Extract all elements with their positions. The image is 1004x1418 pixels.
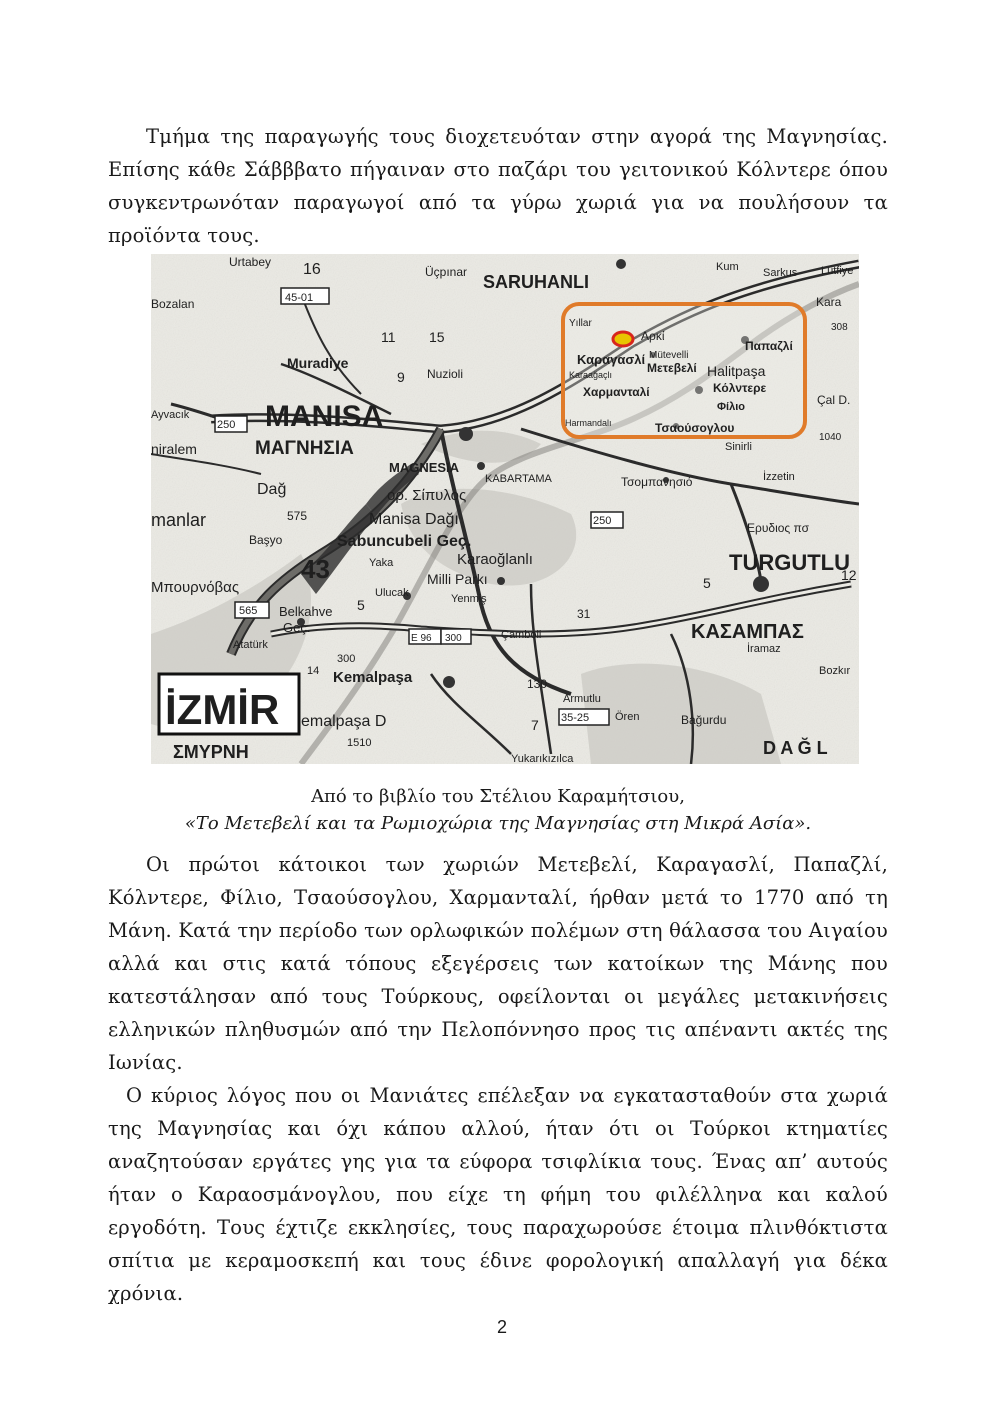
map-label: 5 [703,575,711,591]
map-drawing [151,254,859,764]
map-label: Sabuncubeli Geç. [337,533,472,550]
map-label: Kum [716,261,739,273]
smyrni-label: ΣΜΥΡΝΗ [173,742,249,762]
figure-caption-title: «Το Μετεβελί και τα Ρωμιοχώρια της Μαγνησίας στη Μικρά Ασία». [184,813,812,834]
page-number: 2 [496,1317,507,1337]
map-label: İramaz [747,643,781,655]
map-label: E 96 [411,633,432,644]
map-label: KABARTAMA [485,473,552,485]
map-label: Ören [615,711,640,723]
map-label: Manisa Dağı [369,511,459,528]
map-label: Dağ [257,481,287,498]
map-label: 250 [217,419,236,431]
map-label: MANISA [265,400,384,433]
map-label: Παπαζλί [745,339,793,353]
map-label: 35-25 [561,712,590,724]
map-label: Belkahve [279,604,333,619]
map-label: Başyo [249,533,283,547]
map-label: ΚΑΣΑΜΠΑΣ [691,621,804,643]
map-label: Φίλιο [717,401,745,413]
map-label: D A Ğ L [763,738,828,758]
map-label: Karaağaçlı [569,370,613,380]
map-label: ορ. Σίπυλος [387,487,467,504]
map-label: Armutlu [563,693,601,705]
map-label: Lütfiye [821,265,854,277]
map-label: Sarkus [763,267,798,279]
map-label: 300 [337,653,356,665]
map-label: Halitpaşa [707,363,766,379]
map-label: Κόλντερε [713,381,767,395]
paragraph-1: Τμήμα της παραγωγής τους διοχετευόταν στην αγορά της Μαγνησίας. Επίσης κάθε Σάβββατο πήγαιναν στο παζάρι του γειτονικού Κόλντερε όπου συγκεντρωνόταν παραγωγοί από τα γύρω χωριά για να πουλήσουν τα προϊόντα τους. [108,125,888,247]
map-figure [151,254,859,764]
map-label: Urtabey [229,255,272,269]
map-label: Yaka [369,557,394,569]
map-label: 12 [841,567,857,583]
map-label: 15 [429,329,445,345]
izmir-label: İZMİR [165,686,280,733]
map-label: Sinirli [725,441,752,453]
map-label: Muradiye [287,355,349,371]
map-label: Ulucak [375,587,409,599]
map-label: İzzetin [763,471,795,483]
figure-caption-source: Από το βιβλίο του Στέλιου Καραμήτσιου, [311,786,685,807]
map-label: niralem [151,441,197,457]
map-label: Geç. [283,620,311,635]
map-label: 9 [397,369,405,385]
map-label: 1510 [347,737,372,749]
map-label: Χαρμανταλί [583,385,650,399]
map-label: 250 [593,515,612,527]
map-label: 308 [831,322,848,333]
map-label: Çamboli [501,629,542,641]
map-label: Yıllar [569,318,592,329]
map-label: 5 [357,597,365,613]
map-label: Τσαούσογλου [655,421,735,435]
map-label: TURGUTLU [729,550,850,575]
highlight-region [563,304,805,437]
map-label: Yukarıkızılca [511,753,574,764]
map-label: Üçpınar [425,265,468,279]
map-label: Atatürk [233,639,268,651]
map-label: Kara [816,295,842,309]
map-label: Çal D. [817,393,851,407]
map-label: 16 [303,261,321,278]
map-label: 7 [531,717,539,733]
metevell-location-marker [613,332,633,346]
map-label: Nuzioli [427,367,464,381]
map-label: 575 [287,509,308,523]
map-label: Ayvacık [151,409,190,421]
map-label: Karaoğlanlı [457,551,533,568]
map-label: SARUHANLI [483,272,589,292]
map-label: 31 [577,607,591,621]
map-label: Harmandalı [565,418,612,428]
map-label: manlar [151,510,207,530]
map-label: 1040 [819,432,842,443]
map-label: 300 [445,633,462,644]
map-label: Τσομπανησιό [621,475,693,489]
paragraph-3: Ο κύριος λόγος που οι Μανιάτες επέλεξαν να εγκατασταθούν στα χωριά της Μαγνησίας και όχι κάπου αλλού, ήταν ότι οι Τούρκοι κτηματίες αναζητούσαν εργάτες γης για τα εύφορα τσιφλίκια τους. Ένας απ’ αυτούς ήταν ο Καραοσμάνογλου, που είχε τη φήμη του φιλέλληνα και καλού εργοδότη. Τους έχτιζε εκκλησίες, τους παραχωρούσε έτοιμα πλινθόκτιστα σπίτια με κεραμοσκεπή και τους έδινε φορολογική απαλλαγή για δέκα χρόνια. [108,1084,888,1305]
map-label: Ερυδιος πσ [747,521,810,535]
map-label: Μπουρνόβας [151,579,240,596]
map-label: Yenmiş [451,593,487,605]
map-label: Bozkır [819,665,851,677]
map-label: 45-01 [285,292,314,304]
map-label: emalpaşa D [301,713,387,730]
map-label: MAGNESIA [389,460,460,475]
map-label: Kemalpaşa [333,669,413,686]
map-label: Bozalan [151,297,195,311]
map-label: 43 [301,554,330,584]
map-label: ΜΑΓΝΗΣΙΑ [255,438,354,459]
paragraph-2: Οι πρώτοι κάτοικοι των χωριών Μετεβελί, Καραγασλί, Παπαζλί, Κόλντερε, Φίλιο, Τσαούσογλου, Χαρμανταλί, ήρθαν μετά το 1770 από τη Μάνη. Κατά την περίοδο των ορλωφικών πολέμων στη θάλασσα του Αιγαίου αλλά και στις κατά τόπους εξεγέρσεις των κατοίκων της Μάνης που κατεστάλησαν από τους Τούρκους, οφείλονται οι μεγάλες μετακινήσεις ελληνικών πληθυσμών από την Πελοπόννησο προς τις απέναντι ακτές της Ιωνίας. [108,853,888,1074]
map-label: Μετεβελί [647,361,697,375]
map-label: Mütevelli [649,350,689,361]
map-label: Milli Parkı [427,571,488,587]
map-label: Καραγασλί [577,352,646,367]
map-label: Bağurdu [681,713,727,727]
map-label: Αρκί [641,329,665,343]
map-label: 11 [381,329,396,345]
map-label: 14 [307,665,320,677]
map-label: 130 [527,677,548,691]
map-label: 565 [239,605,258,617]
